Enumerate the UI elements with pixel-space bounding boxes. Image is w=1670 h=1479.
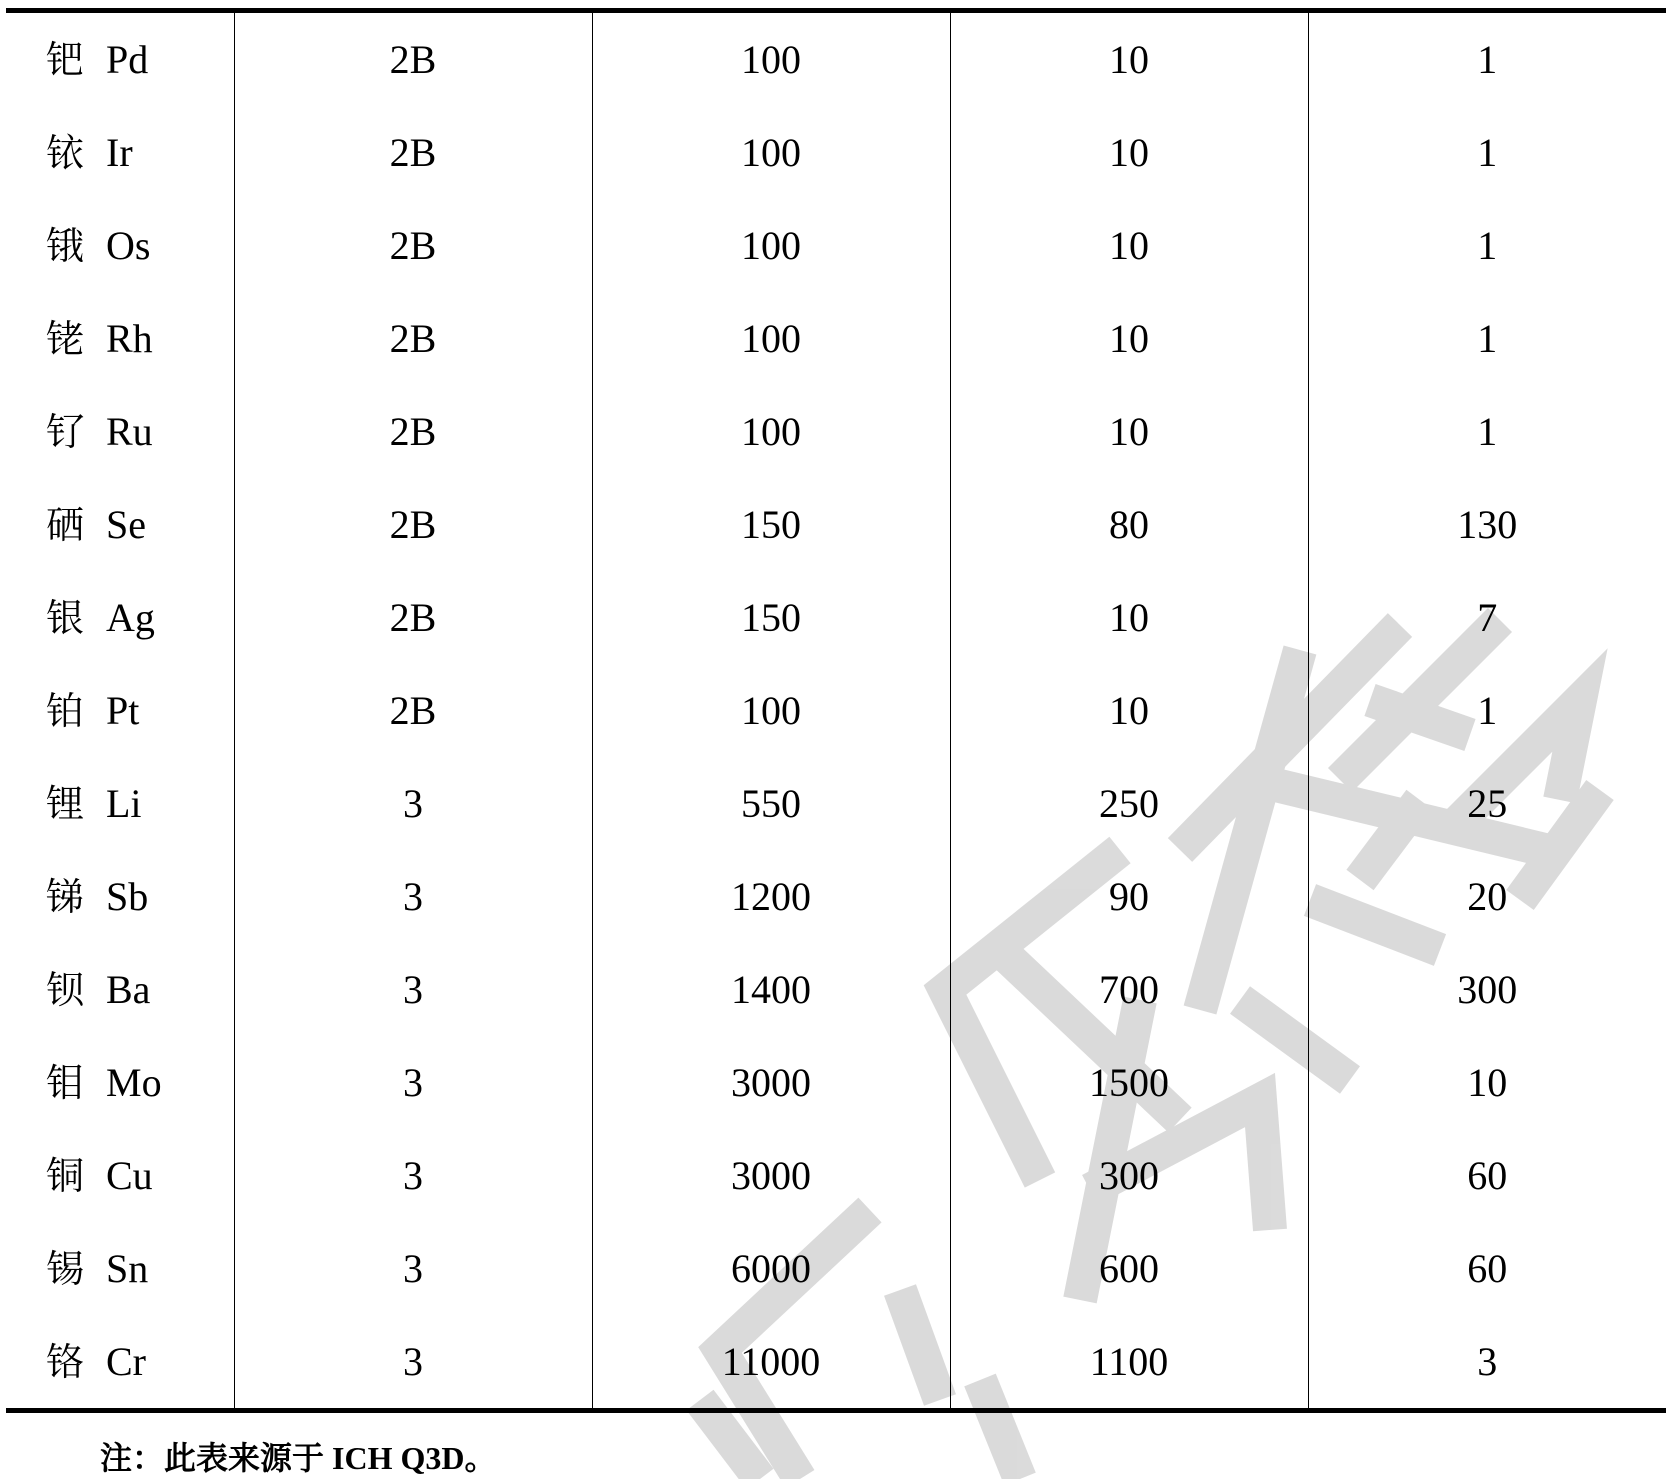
class-cell: 2B [234,106,592,199]
element-symbol: Se [106,501,146,547]
oral-cell: 1400 [592,943,950,1036]
element-chinese-name: 铂 [46,688,85,733]
parenteral-cell: 600 [950,1222,1308,1315]
element-chinese-name: 钡 [46,967,85,1012]
oral-cell: 550 [592,757,950,850]
class-cell: 2B [234,11,592,107]
inhalation-cell: 60 [1308,1222,1666,1315]
element-chinese-name: 铬 [46,1339,85,1384]
element-chinese-name: 铑 [46,316,85,361]
element-chinese-name: 钼 [46,1060,85,1105]
element-symbol: Cr [106,1338,146,1384]
parenteral-cell: 10 [950,106,1308,199]
parenteral-cell: 1500 [950,1036,1308,1129]
element-symbol: Pd [106,36,149,82]
element-cell [6,571,234,664]
parenteral-cell: 10 [950,199,1308,292]
inhalation-cell: 10 [1308,1036,1666,1129]
table-row [6,1222,1666,1315]
table-row [6,664,1666,757]
inhalation-cell: 3 [1308,1315,1666,1411]
inhalation-cell: 1 [1308,106,1666,199]
class-cell: 2B [234,292,592,385]
element-symbol: Li [106,780,142,826]
element-cell [6,292,234,385]
table-row [6,1129,1666,1222]
element-symbol: Sb [106,873,149,919]
class-cell: 3 [234,757,592,850]
element-symbol: Rh [106,315,153,361]
oral-cell: 150 [592,571,950,664]
inhalation-cell: 1 [1308,292,1666,385]
class-cell: 3 [234,1129,592,1222]
table-row [6,757,1666,850]
element-symbol: Os [106,222,151,268]
element-cell [6,850,234,943]
element-symbol: Pt [106,687,140,733]
element-cell [6,943,234,1036]
inhalation-cell: 1 [1308,199,1666,292]
element-chinese-name: 锇 [46,223,85,268]
oral-cell: 100 [592,664,950,757]
element-cell [6,664,234,757]
parenteral-cell: 1100 [950,1315,1308,1411]
element-cell [6,385,234,478]
table-note [100,1433,496,1479]
element-chinese-name: 铜 [46,1153,85,1198]
element-chinese-name: 钯 [46,37,85,82]
table-row [6,292,1666,385]
table-row [6,571,1666,664]
element-symbol: Ir [106,129,133,175]
element-symbol: Sn [106,1245,149,1291]
oral-cell: 100 [592,11,950,107]
class-cell: 3 [234,1036,592,1129]
element-cell [6,1129,234,1222]
inhalation-cell: 300 [1308,943,1666,1036]
inhalation-cell: 20 [1308,850,1666,943]
oral-cell: 100 [592,199,950,292]
parenteral-cell: 10 [950,11,1308,107]
table-row [6,1036,1666,1129]
oral-cell: 100 [592,106,950,199]
class-cell: 2B [234,664,592,757]
element-cell [6,106,234,199]
parenteral-cell: 10 [950,385,1308,478]
table-row [6,106,1666,199]
element-limits-table [6,8,1666,1413]
oral-cell: 3000 [592,1036,950,1129]
element-cell [6,199,234,292]
class-cell: 2B [234,199,592,292]
element-cell [6,478,234,571]
inhalation-cell: 7 [1308,571,1666,664]
oral-cell: 100 [592,292,950,385]
oral-cell: 150 [592,478,950,571]
oral-cell: 100 [592,385,950,478]
inhalation-cell: 60 [1308,1129,1666,1222]
table-body [6,11,1666,1411]
inhalation-cell: 1 [1308,385,1666,478]
table-row [6,11,1666,107]
note-suffix: 。 [464,1439,497,1477]
class-cell: 2B [234,571,592,664]
element-chinese-name: 钌 [46,409,85,454]
element-symbol: Ag [106,594,155,640]
parenteral-cell: 90 [950,850,1308,943]
oral-cell: 3000 [592,1129,950,1222]
element-symbol: Ba [106,966,151,1012]
element-cell [6,11,234,107]
element-symbol: Mo [106,1059,162,1105]
table-row [6,385,1666,478]
class-cell: 3 [234,850,592,943]
parenteral-cell: 10 [950,292,1308,385]
element-chinese-name: 硒 [46,502,85,547]
element-cell [6,1036,234,1129]
class-cell: 3 [234,1222,592,1315]
parenteral-cell: 250 [950,757,1308,850]
note-source: ICH Q3D [324,1440,465,1476]
element-symbol: Cu [106,1152,153,1198]
parenteral-cell: 300 [950,1129,1308,1222]
note-prefix: 注：此表来源于 [100,1439,325,1477]
oral-cell: 6000 [592,1222,950,1315]
element-symbol: Ru [106,408,153,454]
element-chinese-name: 锡 [46,1246,85,1291]
class-cell: 2B [234,385,592,478]
element-cell [6,757,234,850]
class-cell: 2B [234,478,592,571]
element-chinese-name: 铱 [46,130,85,175]
parenteral-cell: 10 [950,571,1308,664]
element-chinese-name: 银 [46,595,85,640]
oral-cell: 1200 [592,850,950,943]
table-row [6,478,1666,571]
element-chinese-name: 锑 [46,874,85,919]
inhalation-cell: 130 [1308,478,1666,571]
element-cell [6,1315,234,1411]
element-chinese-name: 锂 [46,781,85,826]
table-row [6,850,1666,943]
inhalation-cell: 1 [1308,664,1666,757]
oral-cell: 11000 [592,1315,950,1411]
table-row [6,1315,1666,1411]
inhalation-cell: 1 [1308,11,1666,107]
element-cell [6,1222,234,1315]
parenteral-cell: 80 [950,478,1308,571]
table-row [6,943,1666,1036]
parenteral-cell: 10 [950,664,1308,757]
class-cell: 3 [234,1315,592,1411]
parenteral-cell: 700 [950,943,1308,1036]
table-row [6,199,1666,292]
inhalation-cell: 25 [1308,757,1666,850]
class-cell: 3 [234,943,592,1036]
